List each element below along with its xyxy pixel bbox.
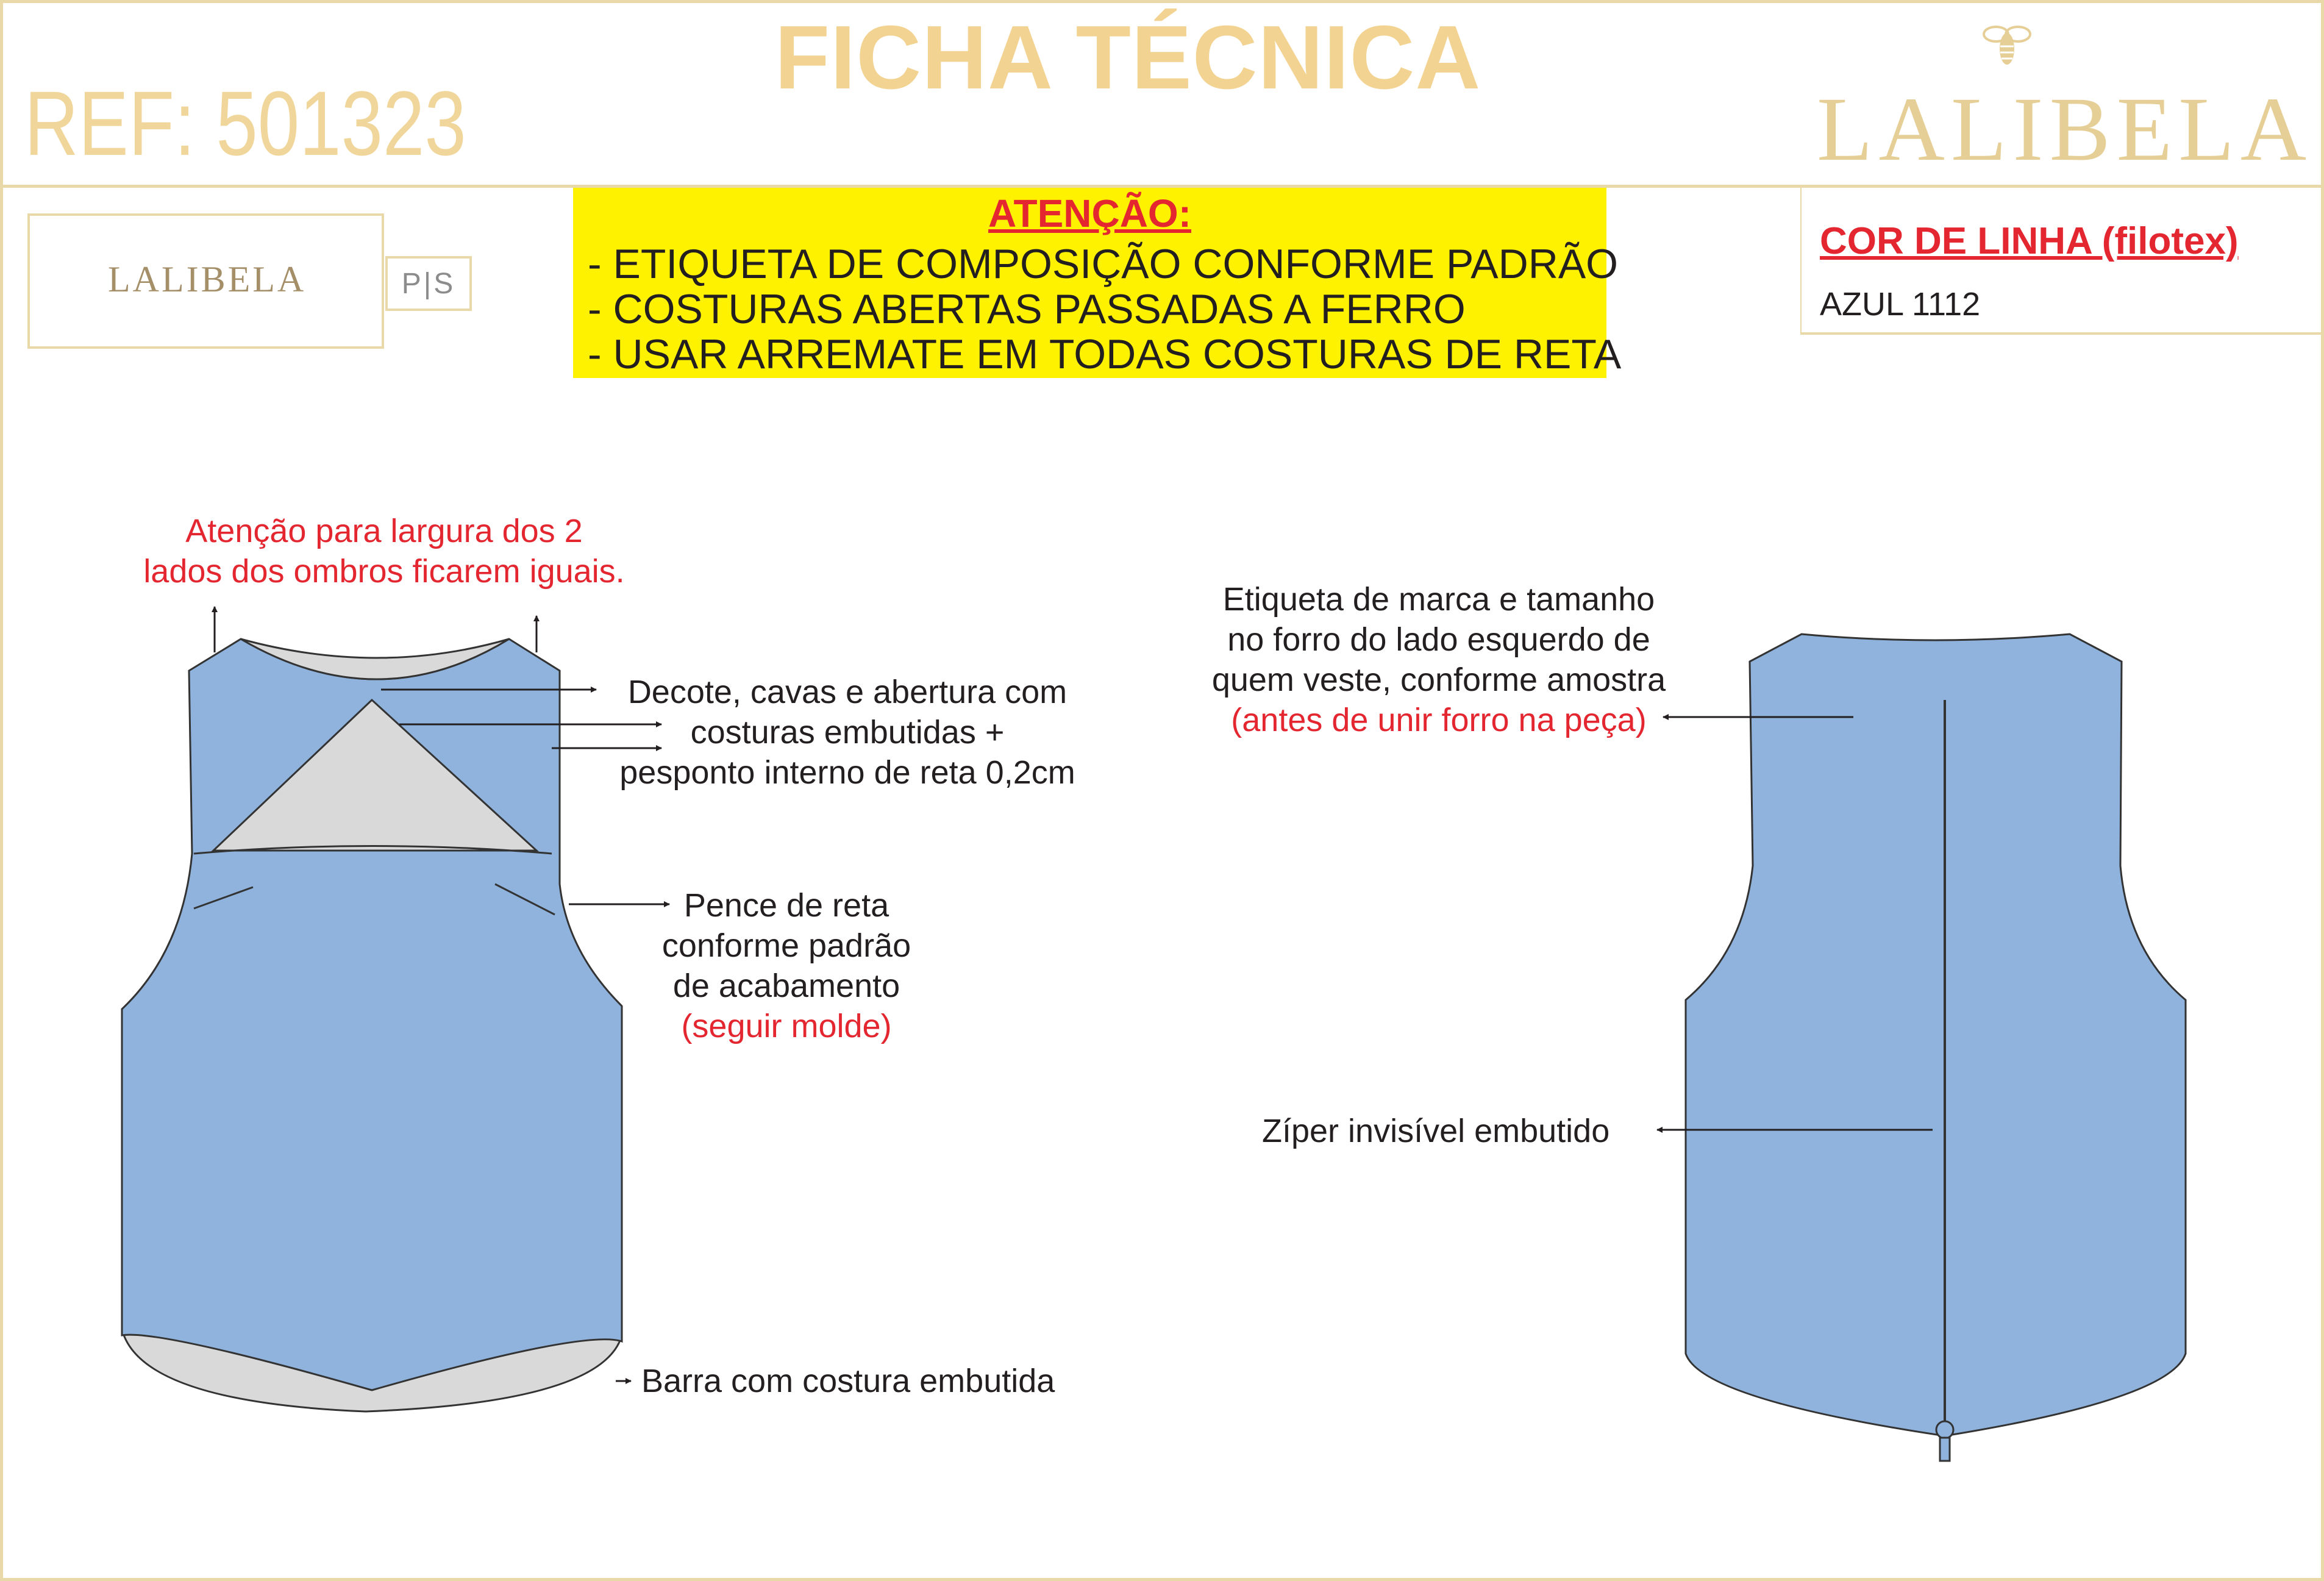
thread-color-title: COR DE LINHA (filotex)	[1820, 220, 2239, 262]
page-title: FICHA TÉCNICA	[774, 7, 1481, 108]
label-note-line-3: quem veste, conforme amostra	[1211, 662, 1666, 698]
attention-title: ATENÇÃO:	[988, 191, 1191, 235]
dart-note-line-3: de acabamento	[672, 968, 900, 1004]
hem-note: Barra com costura embutida	[641, 1363, 1055, 1399]
neckline-note-line-1: Decote, cavas e abertura com	[627, 674, 1068, 710]
dart-note-line-1: Pence de reta	[683, 887, 889, 924]
shoulder-note-line-2: lados dos ombros ficarem iguais.	[143, 553, 625, 590]
shoulder-note-line-1: Atenção para largura dos 2	[185, 513, 583, 549]
dart-note	[628, 885, 945, 1046]
neckline-note-line-3: pesponto interno de reta 0,2cm	[619, 754, 1075, 791]
attention-line-2: - COSTURAS ABERTAS PASSADAS A FERRO	[588, 286, 1466, 332]
neckline-note	[585, 672, 1110, 793]
size-label-text: P|S	[401, 268, 456, 300]
label-note-line-2: no forro do lado esquerdo de	[1227, 621, 1650, 658]
label-note-line-1: Etiqueta de marca e tamanho	[1222, 581, 1655, 618]
reference-code: REF: 501323	[24, 72, 466, 174]
zipper-pull-icon	[1936, 1421, 1953, 1438]
back-garment	[1657, 634, 2186, 1461]
dart-note-line-2: conforme padrão	[661, 927, 911, 964]
label-brand-text: LALIBELA	[108, 259, 307, 299]
zipper-note: Zíper invisível embutido	[1262, 1113, 1610, 1149]
dart-note-mold: (seguir molde)	[681, 1008, 892, 1044]
back-body	[1686, 634, 2186, 1436]
label-note	[1171, 579, 1707, 740]
zipper-stop	[1940, 1438, 1950, 1461]
attention-line-1: - ETIQUETA DE COMPOSIÇÃO CONFORME PADRÃO	[588, 241, 1619, 287]
shoulder-note	[122, 511, 646, 591]
brand-logo: LALIBELA	[1817, 79, 2313, 180]
label-note-lining: (antes de unir forro na peça)	[1231, 702, 1647, 738]
thread-color-value: AZUL 1112	[1820, 286, 1981, 323]
attention-line-3: - USAR ARREMATE EM TODAS COSTURAS DE RETA	[588, 331, 1622, 377]
neckline-note-line-2: costuras embutidas +	[690, 714, 1005, 751]
